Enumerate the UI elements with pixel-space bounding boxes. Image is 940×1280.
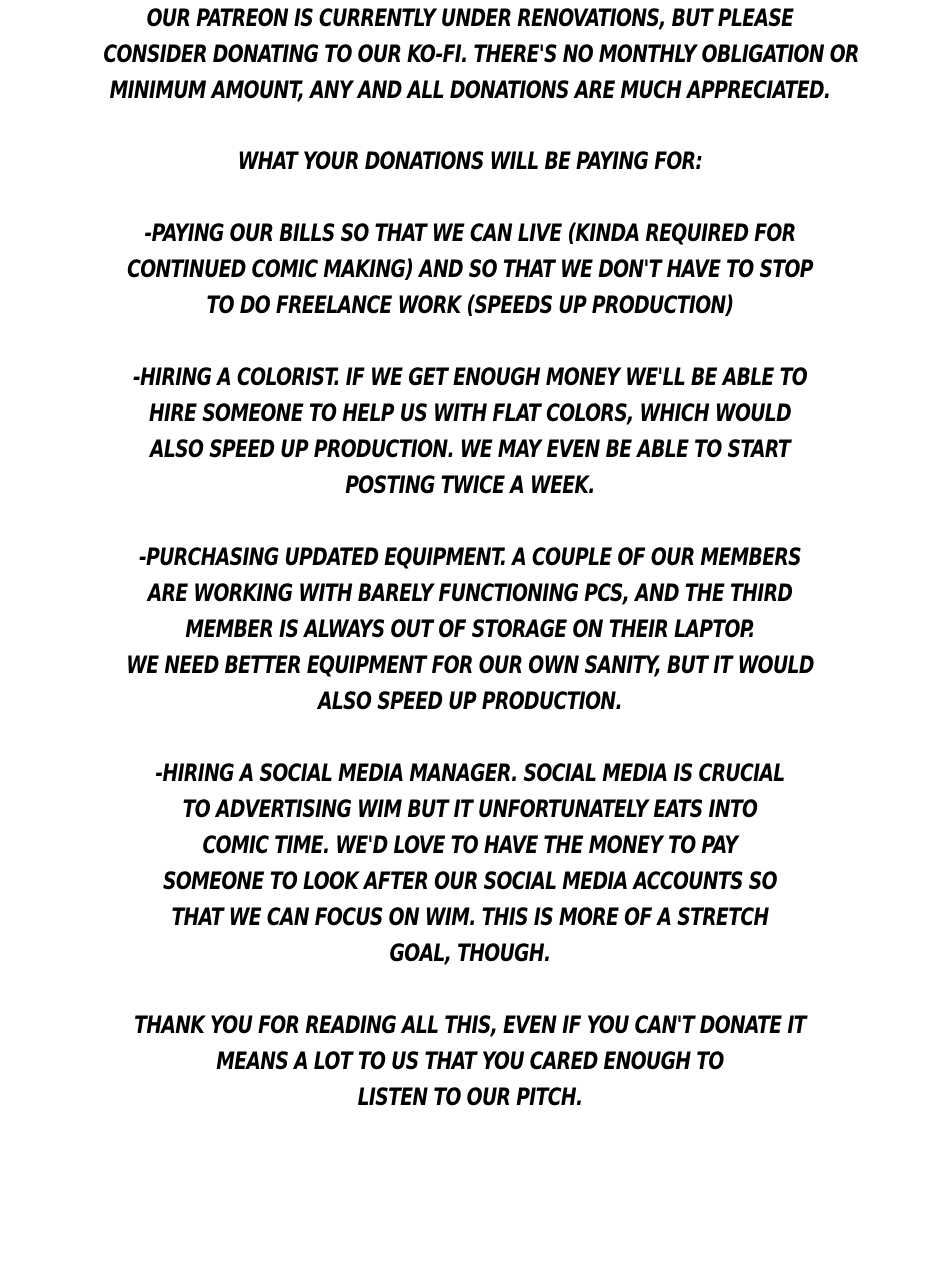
text-line: -HIRING A SOCIAL MEDIA MANAGER. SOCIAL MEDIA IS CRUCIAL <box>155 759 785 787</box>
bills-paragraph <box>103 215 836 323</box>
text-line: MEANS A LOT TO US THAT YOU CARED ENOUGH TO <box>216 1047 724 1075</box>
text-line: WHAT YOUR DONATIONS WILL BE PAYING FOR: <box>237 147 703 175</box>
text-line: TO ADVERTISING WIM BUT IT UNFORTUNATELY EATS INTO <box>182 795 758 823</box>
social-media-paragraph <box>103 755 836 971</box>
text-line: -PAYING OUR BILLS SO THAT WE CAN LIVE (KINDA REQUIRED FOR <box>144 219 796 247</box>
equipment-paragraph <box>103 539 836 719</box>
text-line: GOAL, THOUGH. <box>389 939 551 967</box>
text-line: TO DO FREELANCE WORK (SPEEDS UP PRODUCTION) <box>206 291 734 319</box>
text-line: THANK YOU FOR READING ALL THIS, EVEN IF YOU CAN'T DONATE IT <box>134 1011 806 1039</box>
text-line: LISTEN TO OUR PITCH. <box>357 1083 583 1111</box>
text-line: ALSO SPEED UP PRODUCTION. WE MAY EVEN BE ABLE TO START <box>149 435 791 463</box>
text-line: ALSO SPEED UP PRODUCTION. <box>318 687 622 715</box>
text-line: SOMEONE TO LOOK AFTER OUR SOCIAL MEDIA ACCOUNTS SO <box>163 867 777 895</box>
text-line: MEMBER IS ALWAYS OUT OF STORAGE ON THEIR LAPTOP. <box>185 615 755 643</box>
thank-you-paragraph <box>103 1007 836 1115</box>
section-heading <box>103 143 836 179</box>
text-line: MINIMUM AMOUNT, ANY AND ALL DONATIONS ARE MUCH APPRECIATED. <box>109 76 831 104</box>
text-line: CONSIDER DONATING TO OUR KO-FI. THERE'S NO MONTHLY OBLIGATION OR <box>103 40 859 68</box>
text-line: COMIC TIME. WE'D LOVE TO HAVE THE MONEY TO PAY <box>202 831 738 859</box>
intro-paragraph <box>103 0 859 108</box>
text-line: WE NEED BETTER EQUIPMENT FOR OUR OWN SANITY, BUT IT WOULD <box>126 651 814 679</box>
text-line: -PURCHASING UPDATED EQUIPMENT. A COUPLE OF OUR MEMBERS <box>138 543 802 571</box>
text-line: HIRE SOMEONE TO HELP US WITH FLAT COLORS, WHICH WOULD <box>148 399 792 427</box>
text-line: THAT WE CAN FOCUS ON WIM. THIS IS MORE OF A STRETCH <box>171 903 769 931</box>
text-line: -HIRING A COLORIST. IF WE GET ENOUGH MONEY WE'LL BE ABLE TO <box>132 363 808 391</box>
colorist-paragraph <box>103 359 836 503</box>
text-line: OUR PATREON IS CURRENTLY UNDER RENOVATIONS, BUT PLEASE <box>146 4 794 32</box>
text-line: POSTING TWICE A WEEK. <box>345 471 595 499</box>
text-line: ARE WORKING WITH BARELY FUNCTIONING PCS, AND THE THIRD <box>147 579 793 607</box>
text-line: CONTINUED COMIC MAKING) AND SO THAT WE DON'T HAVE TO STOP <box>127 255 813 283</box>
